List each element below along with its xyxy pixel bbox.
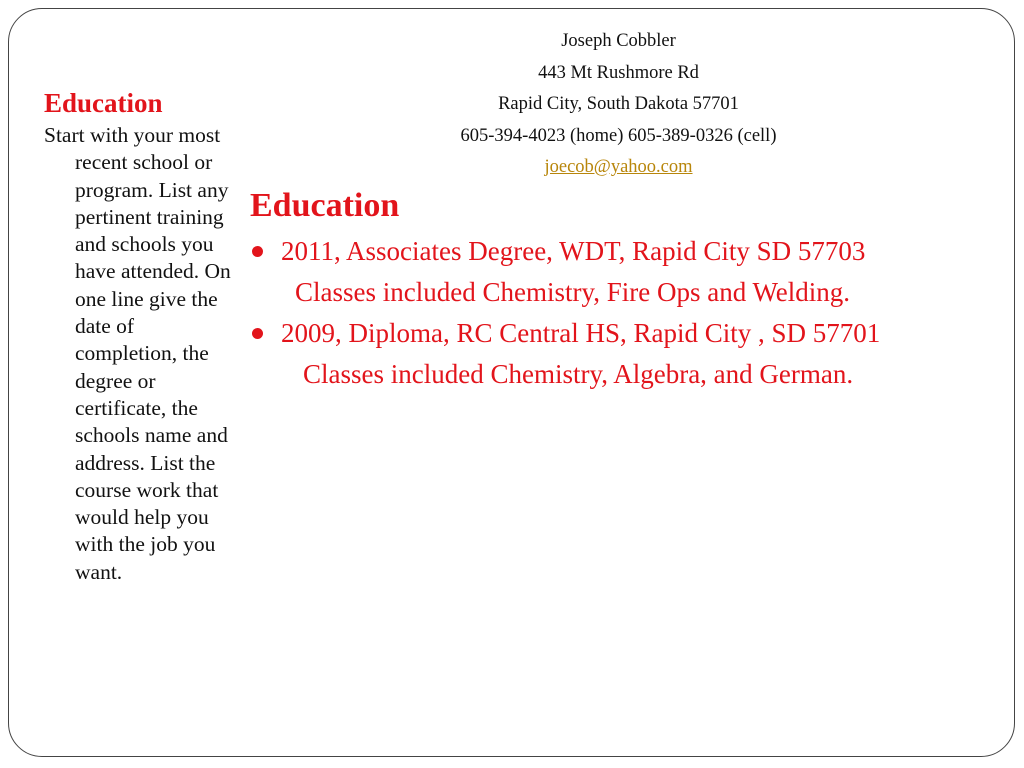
education-entry xyxy=(250,231,1010,313)
bullet-icon xyxy=(252,246,263,257)
bullet-icon xyxy=(252,328,263,339)
contact-city: Rapid City, South Dakota 57701 xyxy=(498,94,739,114)
education-entry xyxy=(250,313,1010,395)
sidebar-instructions xyxy=(44,86,236,586)
entry-detail: Classes included Chemistry, Fire Ops and Welding. xyxy=(295,277,851,307)
contact-street: 443 Mt Rushmore Rd xyxy=(538,62,699,83)
sidebar-text: Start with your most recent school or program. List any pertinent training and schools you have attended. On one line give the date of completion, the degree or certificate, the schools name and address. List the course work that would help you with the job you want. xyxy=(44,123,231,584)
contact-email-link[interactable]: joecob@yahoo.com xyxy=(544,157,693,177)
education-section xyxy=(250,184,1010,395)
contact-name: Joseph Cobbler xyxy=(561,31,676,51)
contact-phone: 605-394-4023 (home) 605-389-0326 (cell) xyxy=(460,125,777,146)
sidebar-title: Education xyxy=(44,88,163,118)
entry-line: 2011, Associates Degree, WDT, Rapid City SD 57703 xyxy=(281,236,866,266)
entry-detail: Classes included Chemistry, Algebra, and German. xyxy=(303,359,854,389)
section-title: Education xyxy=(250,187,400,224)
contact-header xyxy=(400,26,837,184)
entry-line: 2009, Diploma, RC Central HS, Rapid City , SD 57701 xyxy=(281,318,881,348)
